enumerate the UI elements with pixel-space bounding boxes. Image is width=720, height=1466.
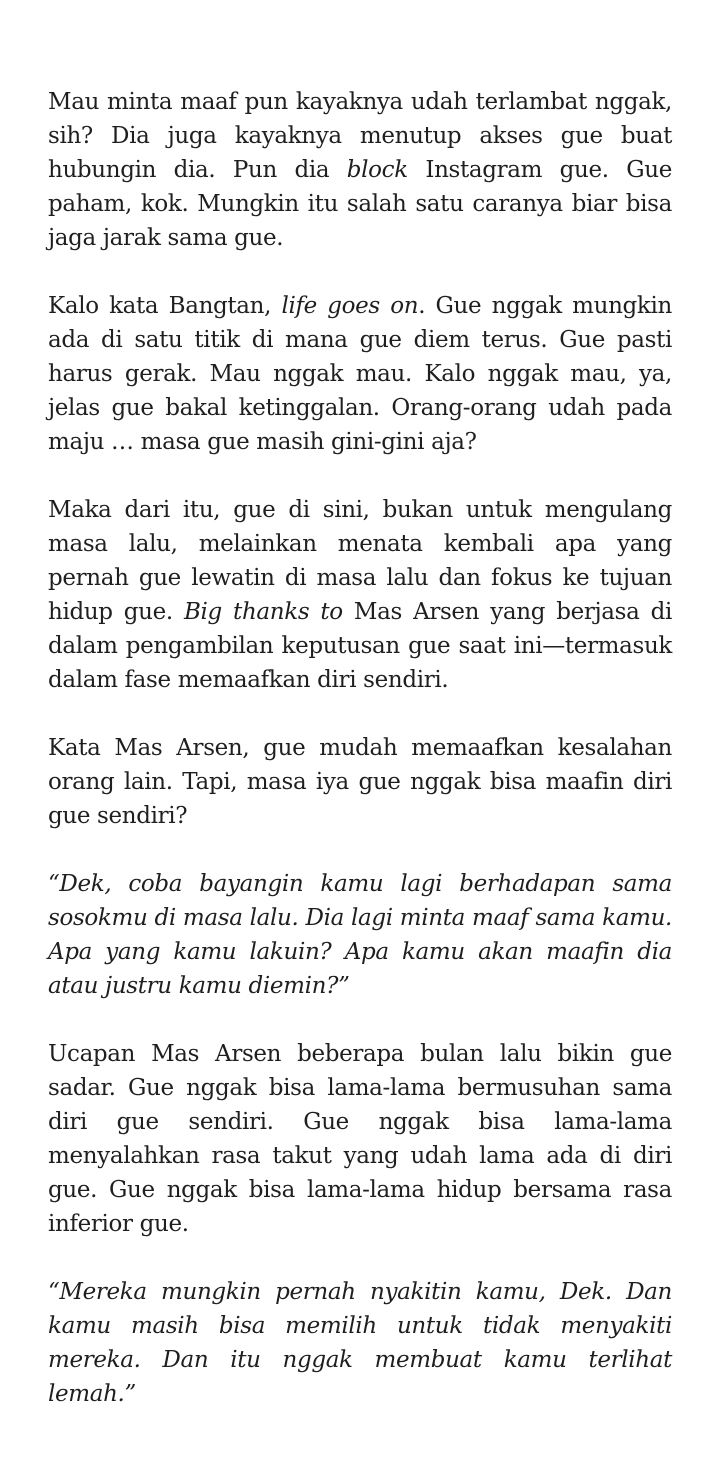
paragraph-1-emphasis: block xyxy=(346,157,408,183)
paragraph-2-text-a: Kalo kata Bangtan, xyxy=(48,293,282,319)
quote-paragraph-1: “Dek, coba bayangin kamu lagi berhadapan sama sosokmu di masa lalu. Dia lagi minta maaf sama kamu. Apa yang kamu lakuin? Apa kamu akan maafin dia atau justru kamu diemin?” xyxy=(48,871,672,999)
paragraph-3-emphasis: Big thanks to xyxy=(184,599,343,625)
paragraph-2-text-b: . Gue nggak mungkin ada di satu titik di mana gue diem terus. Gue pasti harus gerak. Mau nggak mau. Kalo nggak mau, ya, jelas gue bakal ketinggalan. Orang-orang udah pada maju … masa gue masih gini-gini aja? xyxy=(48,293,672,455)
paragraph-4: Kata Mas Arsen, gue mudah memaafkan kesalahan orang lain. Tapi, masa iya gue nggak bisa maafin diri gue sendiri? xyxy=(48,735,672,829)
paragraph-1 xyxy=(48,85,672,255)
paragraph-6: Ucapan Mas Arsen beberapa bulan lalu bikin gue sadar. Gue nggak bisa lama-lama bermusuhan sama diri gue sendiri. Gue nggak bisa lama-lama menyalahkan rasa takut yang udah lama ada di diri gue. Gue nggak bisa lama-lama hidup bersama rasa inferior gue. xyxy=(48,1041,672,1237)
quote-paragraph-2: “Mereka mungkin pernah nyakitin kamu, Dek. Dan kamu masih bisa memilih untuk tidak menyakiti mereka. Dan itu nggak membuat kamu terlihat lemah.” xyxy=(48,1279,672,1407)
document-page xyxy=(48,85,672,1445)
paragraph-1-text-a: Mau minta maaf pun kayaknya udah terlambat nggak, sih? Dia juga kayaknya menutup akses gue buat hubungin dia. Pun dia xyxy=(48,89,672,183)
paragraph-2 xyxy=(48,289,672,459)
paragraph-3 xyxy=(48,493,672,697)
paragraph-3-text-a: Maka dari itu, gue di sini, bukan untuk mengulang masa lalu, melainkan menata kembali apa yang pernah gue lewatin di masa lalu dan fokus ke tujuan hidup gue. xyxy=(48,497,672,625)
paragraph-3-text-b: Mas Arsen yang berjasa di dalam pengambilan keputusan gue saat ini—termasuk dalam fase memaafkan diri sendiri. xyxy=(48,599,672,693)
paragraph-2-emphasis: life goes on xyxy=(281,293,419,319)
paragraph-1-text-b: Instagram gue. Gue paham, kok. Mungkin itu salah satu caranya biar bisa jaga jarak sama gue. xyxy=(48,157,672,251)
